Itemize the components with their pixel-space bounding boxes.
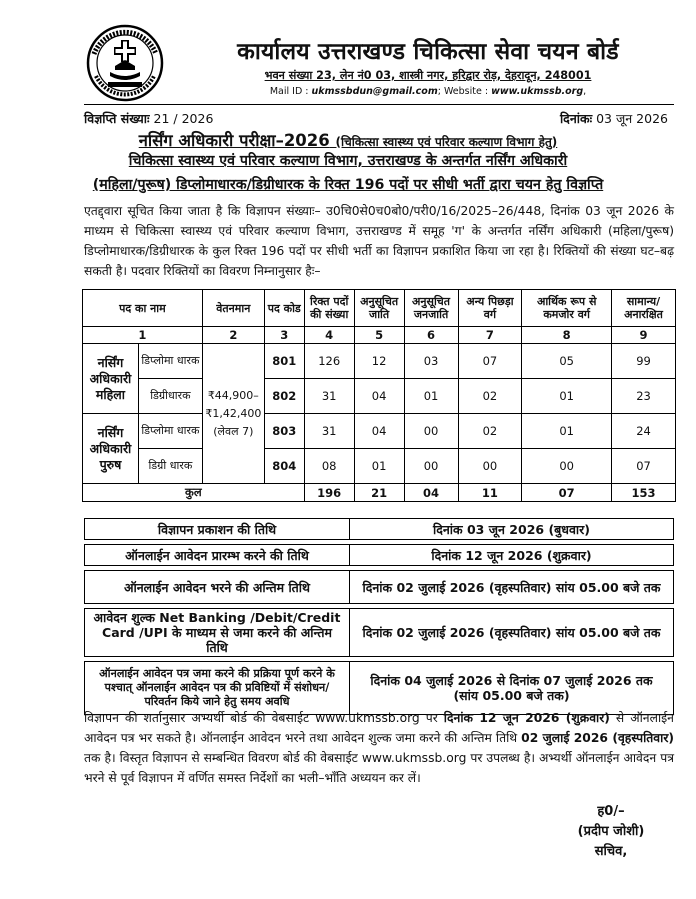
office-address: भवन संख्या 23, लेन नं0 03, शास्त्री नगर, हरिद्वार रोड़, देहरादून, 248001	[264, 69, 592, 82]
intro-paragraph: एतद्द्वारा सूचित किया जाता है कि विज्ञापन संख्याः– उ0चि0से0च0बो0/परी0/16/2025–26/448, दिनांक 03 जून 2026 के माध्यम से चिकित्सा स्वास्थ्य एवं परिवार कल्याण विभाग, उत्तराखण्ड में समूह 'ग' के अन्तर्गत नर्सिंग अधिकारी (महिला/पुरूष) डिप्लोमाधारक/डिग्रीधारक के कुल रिक्त 196 पदों पर सीधी भर्ती का विज्ञापन प्रकाशित किया जा रहा है। रिक्तियों की संख्या घट–बढ़ सकती है। पदवार रिक्तियों का विवरण निम्नानुसार हैः–	[84, 204, 674, 278]
header-obc: अन्य पिछड़ा वर्ग	[458, 290, 522, 327]
pay-scale-cell: ₹44,900– ₹1,42,400 (लेवल 7)	[202, 344, 264, 484]
column-number: 1	[83, 327, 203, 344]
header-post-name: पद का नाम	[83, 290, 203, 327]
post-code-cell: 802	[264, 379, 304, 414]
table-row	[83, 379, 676, 414]
ews-cell: 01	[522, 414, 612, 449]
total-cell: 31	[304, 379, 354, 414]
column-number: 5	[354, 327, 404, 344]
dates-row	[85, 662, 674, 715]
table-row	[83, 449, 676, 484]
website-link[interactable]: www.ukmssb.org	[491, 86, 584, 97]
obc-cell: 11	[458, 484, 522, 502]
general-cell: 99	[612, 344, 676, 379]
dates-row	[85, 519, 674, 540]
date-value: दिनांक 12 जून 2026 (शुक्रवार)	[350, 545, 674, 566]
st-cell: 00	[404, 414, 458, 449]
date-value: दिनांक 03 जून 2026 (बुधवार)	[350, 519, 674, 540]
header-divider	[84, 104, 674, 105]
closing-text: विज्ञापन की शर्तानुसार अभ्यर्थी बोर्ड की वेबसाईट www.ukmssb.org पर	[84, 711, 444, 725]
date-value: दिनांक 02 जुलाई 2026 (वृहस्पतिवार) सांय 05.00 बजे तक	[350, 609, 674, 657]
notice-date-label: दिनांकः	[559, 111, 593, 126]
column-number: 9	[612, 327, 676, 344]
sc-cell: 21	[354, 484, 404, 502]
signature-mark: ह0/–	[597, 804, 625, 819]
header-sc: अनुसूचित जाति	[354, 290, 404, 327]
general-cell: 24	[612, 414, 676, 449]
ews-cell: 01	[522, 379, 612, 414]
st-cell: 03	[404, 344, 458, 379]
total-cell: 196	[304, 484, 354, 502]
post-code-cell: 801	[264, 344, 304, 379]
closing-paragraph	[84, 708, 674, 788]
date-label: ऑनलाईन आवेदन भरने की अन्तिम तिथि	[85, 571, 350, 604]
st-cell: 01	[404, 379, 458, 414]
header-general: सामान्य/ अनारक्षित	[612, 290, 676, 327]
signature-block	[556, 802, 666, 862]
obc-cell: 07	[458, 344, 522, 379]
sc-cell: 04	[354, 414, 404, 449]
header-pay-scale: वेतनमान	[202, 290, 264, 327]
closing-text: तक है। विस्तृत विज्ञापन से सम्बन्धित विवरण बोर्ड की वेबसाईट www.ukmssb.org पर उपलब्ध है। अभ्यर्थी ऑनलाईन आवेदन पत्र भरने से पूर्व विज्ञापन में वर्णित समस्त निर्देशों का भली–भाँति अध्ययन कर लें।	[84, 751, 674, 785]
st-cell: 04	[404, 484, 458, 502]
column-number: 7	[458, 327, 522, 344]
column-number: 2	[202, 327, 264, 344]
post-code-cell: 804	[264, 449, 304, 484]
total-cell: 126	[304, 344, 354, 379]
header-ews: आर्थिक रूप से कमजोर वर्ग	[522, 290, 612, 327]
table-row	[83, 414, 676, 449]
header-st: अनुसूचित जनजाति	[404, 290, 458, 327]
post-group-male: नर्सिंग अधिकारी पुरुष	[83, 414, 139, 484]
post-group-female: नर्सिंग अधिकारी महिला	[83, 344, 139, 414]
general-cell: 07	[612, 449, 676, 484]
important-dates-table	[84, 518, 674, 715]
mail-label: Mail ID :	[269, 86, 309, 97]
date-label: ऑनलाईन आवेदन प्रारम्भ करने की तिथि	[85, 545, 350, 566]
general-cell: 23	[612, 379, 676, 414]
date-label: आवेदन शुल्क Net Banking /Debit/Credit Card /UPI के माध्यम से जमा करने की अन्तिम तिथि	[85, 609, 350, 657]
exam-title	[0, 128, 696, 151]
dates-row	[85, 571, 674, 604]
exam-subtitle-line1: चिकित्सा स्वास्थ्य एवं परिवार कल्याण विभाग, उत्तराखण्ड के अन्तर्गत नर्सिंग अधिकारी	[128, 153, 568, 169]
column-number: 8	[522, 327, 612, 344]
sc-cell: 12	[354, 344, 404, 379]
notice-date-value: 03 जून 2026	[596, 111, 668, 126]
ews-cell: 00	[522, 449, 612, 484]
office-contact	[178, 86, 678, 97]
closing-text: से ऑनलाईन आवेदन पत्र भर सकते है। ऑनलाईन आवेदन भरने तथा आवेदन शुल्क जमा करने की अन्तिम तिथि	[84, 711, 674, 745]
obc-cell: 02	[458, 379, 522, 414]
table-header-row	[83, 290, 676, 327]
date-label: ऑनलाईन आवेदन पत्र जमा करने की प्रक्रिया पूर्ण करने के पश्चात् ऑनलाईन आवेदन पत्र की प्रविष्टियों में संशोधन/परिवर्तन किये जाने हेतु समय अवधि	[85, 662, 350, 715]
header-post-code: पद कोड	[264, 290, 304, 327]
website-label: ; Website :	[437, 86, 489, 97]
total-row	[83, 484, 676, 502]
total-label: कुल	[83, 484, 305, 502]
dates-row	[85, 609, 674, 657]
notice-number	[84, 110, 213, 127]
total-cell: 08	[304, 449, 354, 484]
post-code-cell: 803	[264, 414, 304, 449]
obc-cell: 00	[458, 449, 522, 484]
column-number: 6	[404, 327, 458, 344]
notice-number-label: विज्ञप्ति संख्याः	[84, 111, 150, 126]
column-number-row	[83, 327, 676, 344]
header-total-vacancies: रिक्त पदों की संख्या	[304, 290, 354, 327]
date-value: दिनांक 04 जुलाई 2026 से दिनांक 07 जुलाई 2026 तक (सांय 05.00 बजे तक)	[350, 662, 674, 715]
website-end: ,	[583, 86, 587, 97]
notice-number-value: 21 / 2026	[153, 111, 214, 126]
closing-bold-date: 02 जुलाई 2026 (वृहस्पतिवार)	[521, 731, 674, 745]
st-cell: 00	[404, 449, 458, 484]
date-label: विज्ञापन प्रकाशन की तिथि	[85, 519, 350, 540]
signatory-name: (प्रदीप जोशी)	[577, 824, 645, 839]
column-number: 3	[264, 327, 304, 344]
ews-cell: 07	[522, 484, 612, 502]
qualification-cell: डिग्रीधारक	[138, 379, 202, 414]
qualification-cell: डिप्लोमा धारक	[138, 344, 202, 379]
notice-date	[560, 110, 668, 127]
board-logo-emblem-icon	[86, 24, 164, 102]
signatory-designation: सचिव,	[594, 844, 628, 859]
table-row	[83, 344, 676, 379]
qualification-cell: डिग्री धारक	[138, 449, 202, 484]
vacancy-table	[82, 289, 676, 502]
sc-cell: 01	[354, 449, 404, 484]
exam-title-main: नर्सिंग अधिकारी परीक्षा–2026	[138, 131, 330, 150]
office-title: कार्यालय उत्तराखण्ड चिकित्सा सेवा चयन बोर्ड	[237, 39, 619, 65]
sc-cell: 04	[354, 379, 404, 414]
exam-subtitle-line2: (महिला/पुरूष) डिप्लोमाधारक/डिग्रीधारक के रिक्त 196 पदों पर सीधी भर्ती द्वारा चयन हेतु विज्ञप्ति	[92, 177, 604, 193]
general-cell: 153	[612, 484, 676, 502]
dates-row	[85, 545, 674, 566]
total-cell: 31	[304, 414, 354, 449]
ews-cell: 05	[522, 344, 612, 379]
obc-cell: 02	[458, 414, 522, 449]
qualification-cell: डिप्लोमा धारक	[138, 414, 202, 449]
closing-bold-date: दिनांक 12 जून 2026 (शुक्रवार)	[443, 711, 610, 725]
column-number: 4	[304, 327, 354, 344]
date-value: दिनांक 02 जुलाई 2026 (वृहस्पतिवार) सांय 05.00 बजे तक	[350, 571, 674, 604]
mail-id-link[interactable]: ukmssbdun@gmail.com	[311, 86, 438, 97]
exam-title-dept: (चिकित्सा स्वास्थ्य एवं परिवार कल्याण विभाग हेतु)	[335, 135, 558, 149]
